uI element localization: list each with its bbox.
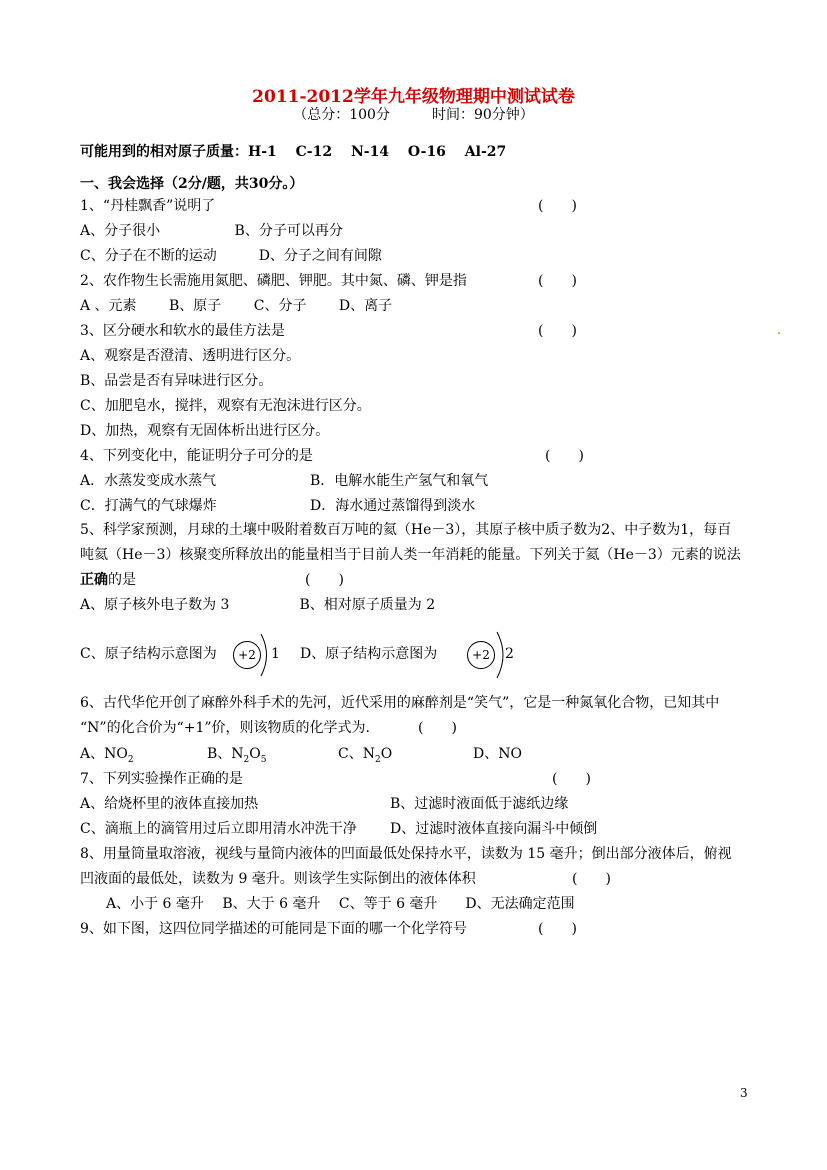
answer-blank-8[interactable]: ( ) — [572, 871, 611, 887]
question-6-line1: 6、古代华佗开创了麻醉外科手术的先河，近代采用的麻醉剂是“笑气”，它是一种氮氧化合物，已知其中 — [80, 695, 720, 711]
q6-option-b: B、$N_2O_5$ — [207, 746, 267, 765]
q2-options: A 、元素 B、原子 C、分子 D、离子 — [80, 298, 393, 314]
exam-info: （总分：100分 时间：90分钟） — [293, 107, 534, 123]
q7-option-b: B、过滤时液面低于滤纸边缘 — [390, 796, 569, 812]
question-4: 4、下列变化中，能证明分子可分的是 — [80, 448, 313, 464]
q3-option-a: A、观察是否澄清、透明进行区分。 — [80, 348, 301, 364]
question-5-line3 — [80, 571, 136, 589]
question-8-line2: 凹液面的最低处，读数为 9 毫升。则该学生实际倒出的液体体积 — [80, 871, 476, 887]
answer-blank-9[interactable]: ( ) — [538, 921, 577, 937]
question-7: 7、下列实验操作正确的是 — [80, 771, 243, 787]
atom-diagram-d-nucleus: +2 — [467, 641, 495, 669]
q6-option-d: D、NO — [473, 746, 522, 762]
question-5-line1: 5、科学家预测，月球的土壤中吸附着数百万吨的氦（He－3），其原子核中质子数为2、中子数为1，每百 — [80, 522, 732, 538]
q4-option-c: C．打满气的气球爆炸 — [80, 498, 217, 514]
question-1: 1、“丹桂飘香”说明了 — [80, 198, 216, 214]
question-2: 2、农作物生长需施用氮肥、磷肥、钾肥。其中氮、磷、钾是指 — [80, 273, 467, 289]
answer-blank-7[interactable]: ( ) — [552, 771, 591, 787]
q3-option-d: D、加热，观察有无固体析出进行区分。 — [80, 423, 330, 439]
atom-diagram-c-electrons: 1 — [271, 646, 280, 662]
q5-option-c: C、原子结构示意图为 — [80, 646, 217, 662]
q6-option-a: A、$NO_2$ — [80, 746, 134, 765]
q4-option-b: B．电解水能生产氢气和氧气 — [310, 473, 489, 489]
atom-diagram-d-electrons: 2 — [505, 646, 514, 662]
q1-options-cd: C、分子在不断的运动 D、分子之间有间隙 — [80, 248, 382, 264]
atomic-masses: 可能用到的相对原子质量：H-1 C-12 N-14 O-16 Al-27 — [80, 144, 507, 160]
q4-option-a: A．水蒸发变成水蒸气 — [80, 473, 217, 489]
answer-blank-2[interactable]: ( ) — [538, 273, 577, 289]
page-title: 2011-2012学年九年级物理期中测试试卷 — [252, 87, 575, 107]
question-9: 9、如下图，这四位同学描述的可能同是下面的哪一个化学符号 — [80, 921, 467, 937]
q7-option-d: D、过滤时液体直接向漏斗中倾倒 — [390, 821, 598, 837]
q8-options: A、小于 6 毫升 B、大于 6 毫升 C、等于 6 毫升 D、无法确定范围 — [106, 896, 575, 912]
page-number: 3 — [740, 1086, 748, 1100]
question-6-line2: “N”的化合价为“+1”价，则该物质的化学式为. — [80, 720, 370, 736]
q7-option-c: C、滴瓶上的滴管用过后立即用清水冲洗干净 — [80, 821, 357, 837]
q4-option-d: D．海水通过蒸馏得到淡水 — [310, 498, 476, 514]
answer-blank-6[interactable]: ( ) — [418, 720, 457, 736]
stray-mark — [778, 332, 780, 334]
section-heading: 一、我会选择（2分/题，共30分。） — [80, 176, 304, 192]
question-5-tail: 的是 — [108, 572, 136, 588]
q3-option-c: C、加肥皂水，搅拌，观察有无泡沫进行区分。 — [80, 398, 371, 414]
answer-blank-5[interactable]: ( ) — [305, 572, 344, 588]
q7-option-a: A、给烧杯里的液体直接加热 — [80, 796, 259, 812]
atom-diagram-c-nucleus: +2 — [233, 641, 261, 669]
question-8-line1: 8、用量筒量取溶液，视线与量筒内液体的凹面最低处保持水平，读数为 15 毫升；倒出部分液体后，俯视 — [80, 846, 732, 862]
q6-option-c: C、$N_2O$ — [338, 746, 393, 765]
question-3: 3、区分硬水和软水的最佳方法是 — [80, 323, 285, 339]
answer-blank-1[interactable]: ( ) — [538, 198, 577, 214]
question-5-line2: 吨氦（He－3）核聚变所释放出的能量相当于目前人类一年消耗的能量。下列关于氦（He－3）元素的说法 — [80, 547, 741, 563]
q1-options-ab: A、分子很小 B、分子可以再分 — [80, 223, 343, 239]
q5-option-d: D、原子结构示意图为 — [300, 646, 438, 662]
q5-options-ab: A、原子核外电子数为 3 B、相对原子质量为 2 — [80, 597, 436, 613]
q3-option-b: B、品尝是否有异味进行区分。 — [80, 373, 273, 389]
answer-blank-3[interactable]: ( ) — [538, 323, 577, 339]
answer-blank-4[interactable]: ( ) — [545, 448, 584, 464]
emphasis-correct: 正确 — [80, 572, 108, 588]
